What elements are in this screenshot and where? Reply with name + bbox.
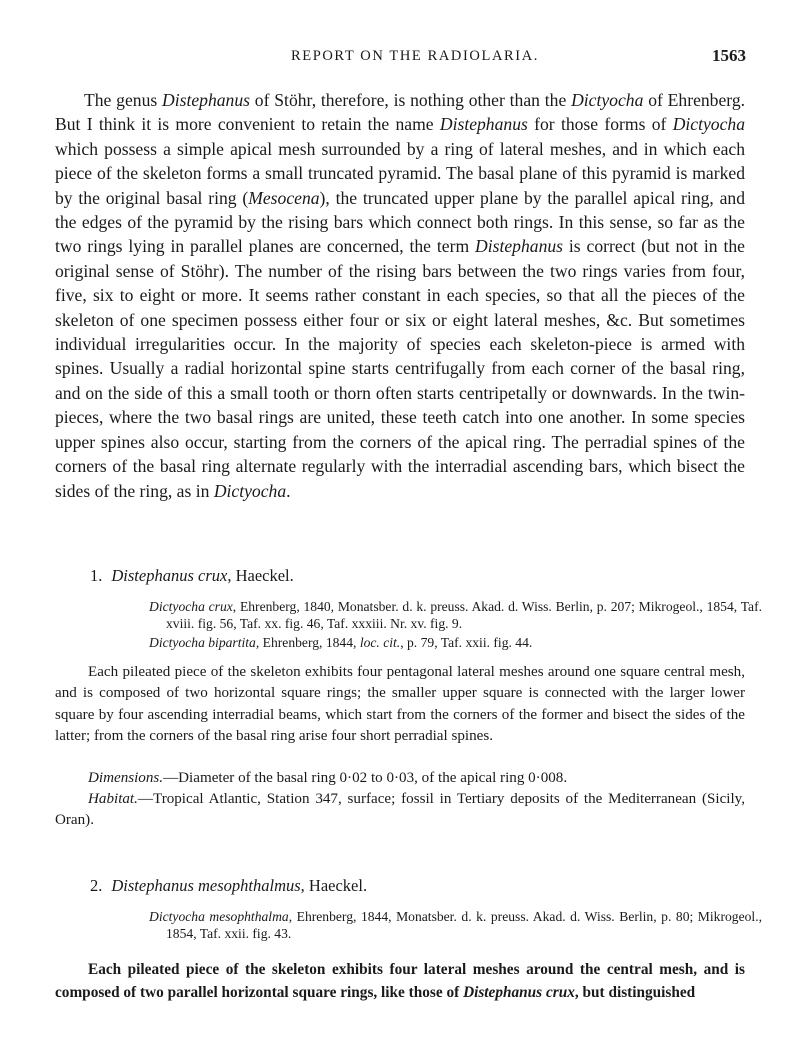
- running-header: [84, 46, 746, 70]
- species-1-dimensions: Dimensions.—Diameter of the basal ring 0·02 to 0·03, of the apical ring 0·008.: [88, 770, 568, 786]
- synonym-entry-3: Dictyocha mesophthalma, Ehrenberg, 1844, Monatsber. d. k. preuss. Akad. d. Wiss. Berlin, p. 80; Mikrogeol., 1854, Taf. xxii. fig. 43.: [149, 909, 762, 941]
- species-1-description: Each pileated piece of the skeleton exhibits four pentagonal lateral meshes around one square central mesh, and is composed of two horizontal square rings; the smaller upper square is connected with the larger lower square by four ascending interradial beams, which start from the corners of the former and bisect the sides of the latter; from the corners of the basal ring arise four short perradial spines.: [55, 664, 745, 744]
- species-1-habitat: Habitat.—Tropical Atlantic, Station 347, surface; fossil in Tertiary deposits of the Mediterranean (Sicily, Oran).: [55, 791, 745, 829]
- species-heading-1: 1. Distephanus crux, Haeckel.: [90, 566, 294, 585]
- intro-paragraph: The genus Distephanus of Stöhr, therefore, is nothing other than the Dictyocha of Ehrenberg. But I think it is more convenient to retain the name Distephanus for those forms of Dictyocha which possess a simple apical mesh surrounded by a ring of lateral meshes, and in which each piece of the skeleton forms a small truncated pyramid. The basal plane of this pyramid is marked by the original basal ring (Mesocena), the truncated upper plane by the parallel apical ring, and the edges of the pyramid by the rising bars which connect both rings. In this sense, so far as the two rings lying in parallel planes are concerned, the term Distephanus is correct (but not in the original sense of Stöhr). The number of the rising bars between the two rings varies from four, five, six to eight or more. It seems rather constant in each species, so that all the pieces of the skeleton of one specimen possess either four or six or eight lateral meshes, &c. But sometimes individual irregularities occur. In the majority of species each skeleton-piece is armed with spines. Usually a radial horizontal spine starts centrifugally from each corner of the basal ring, and on the side of this a small tooth or thorn often starts centripetally or downwards. In the twin-pieces, where the two basal rings are united, these teeth catch into one another. In some species upper spines also occur, starting from the corners of the apical ring. The perradial spines of the corners of the basal ring alternate regularly with the interradial ascending bars, which bisect the sides of the ring, as in Dictyocha.: [55, 90, 746, 501]
- running-title: REPORT ON THE RADIOLARIA.: [290, 48, 540, 64]
- species-heading-2: 2. Distephanus mesophthalmus, Haeckel.: [90, 876, 368, 895]
- page-number: 1563: [712, 46, 746, 65]
- species-2-description: Each pileated piece of the skeleton exhibits four lateral meshes around the central mesh, and is composed of two parallel horizontal square rings, like those of Distephanus crux, but distinguished: [55, 961, 745, 1001]
- synonym-entry-2: Dictyocha bipartita, Ehrenberg, 1844, loc. cit., p. 79, Taf. xxii. fig. 44.: [149, 635, 533, 650]
- synonym-entry-1: Dictyocha crux, Ehrenberg, 1840, Monatsber. d. k. preuss. Akad. d. Wiss. Berlin, p. 207; Mikrogeol., 1854, Taf. xviii. fig. 56, Taf. xx. fig. 46, Taf. xxxiii. Nr. xv. fig. 9.: [149, 599, 763, 631]
